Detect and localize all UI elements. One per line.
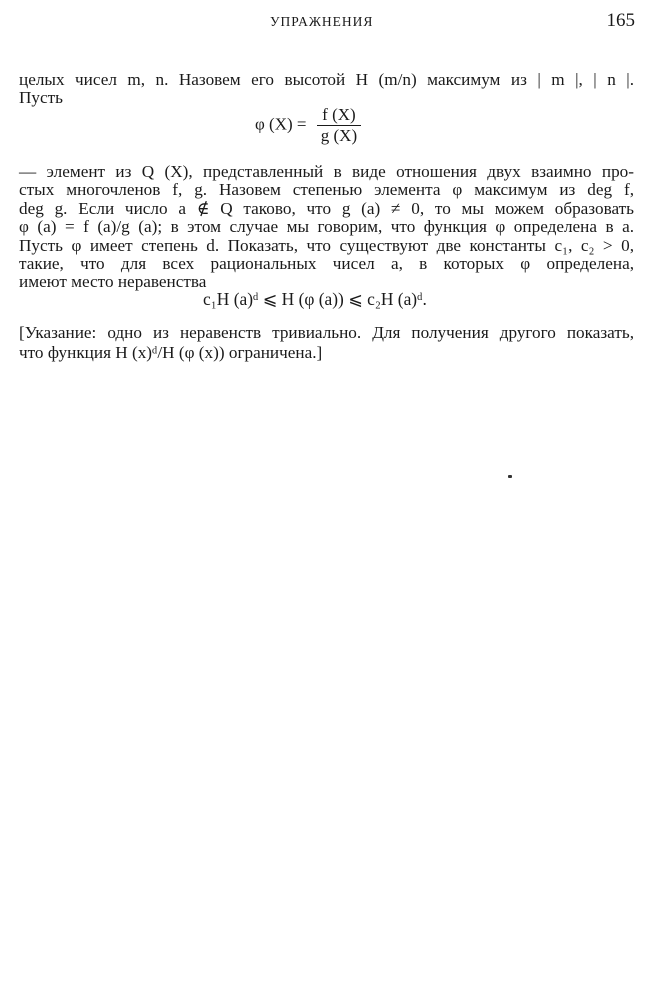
text-line: целых чисел m, n. Назовем его высотой H (m/n) максимум из | m |, | n |.: [19, 70, 634, 89]
paragraph-hint: [19, 323, 634, 363]
print-speck: [508, 475, 512, 478]
text-line: — элемент из Q (X), представленный в виде отношения двух взаимно про-: [19, 162, 634, 181]
text-line: Пусть: [19, 88, 63, 108]
text-line: [Указание: одно из неравенств тривиально. Для получения другого показать,: [19, 323, 634, 342]
running-head: УПРАЖНЕНИЯ: [270, 14, 374, 29]
page-header: [0, 6, 649, 36]
paragraph-2: [19, 163, 634, 292]
text-line: такие, что для всех рациональных чисел a, в которых φ определена,: [19, 254, 634, 274]
fraction-denominator: g (X): [320, 126, 358, 145]
text-line: Пусть φ имеет степень d. Показать, что существуют две константы c₁, c₂ > 0,: [19, 235, 634, 255]
formula-phi-definition: [255, 106, 361, 145]
fraction: [317, 106, 361, 145]
fraction-numerator: f (X): [317, 106, 361, 126]
formula-inequality: c₁H (a)ᵈ ⩽ H (φ (a)) ⩽ c₂H (a)ᵈ.: [203, 289, 427, 309]
text-line: deg g. Если число a ∉ Q таково, что g (a) ≠ 0, то мы можем образовать: [19, 198, 634, 218]
formula-lhs: φ (X) =: [255, 114, 307, 134]
text-line: имеют место неравенства: [19, 272, 207, 292]
text-line: φ (a) = f (a)/g (a); в этом случае мы говорим, что функция φ определена в a.: [19, 217, 634, 237]
text-line: стых многочленов f, g. Назовем степенью элемента φ максимум из deg f,: [19, 180, 634, 200]
text-line: что функция H (x)ᵈ/H (φ (x)) ограничена.]: [19, 343, 323, 362]
paragraph-1: [19, 71, 634, 108]
page-number: 165: [606, 10, 635, 31]
